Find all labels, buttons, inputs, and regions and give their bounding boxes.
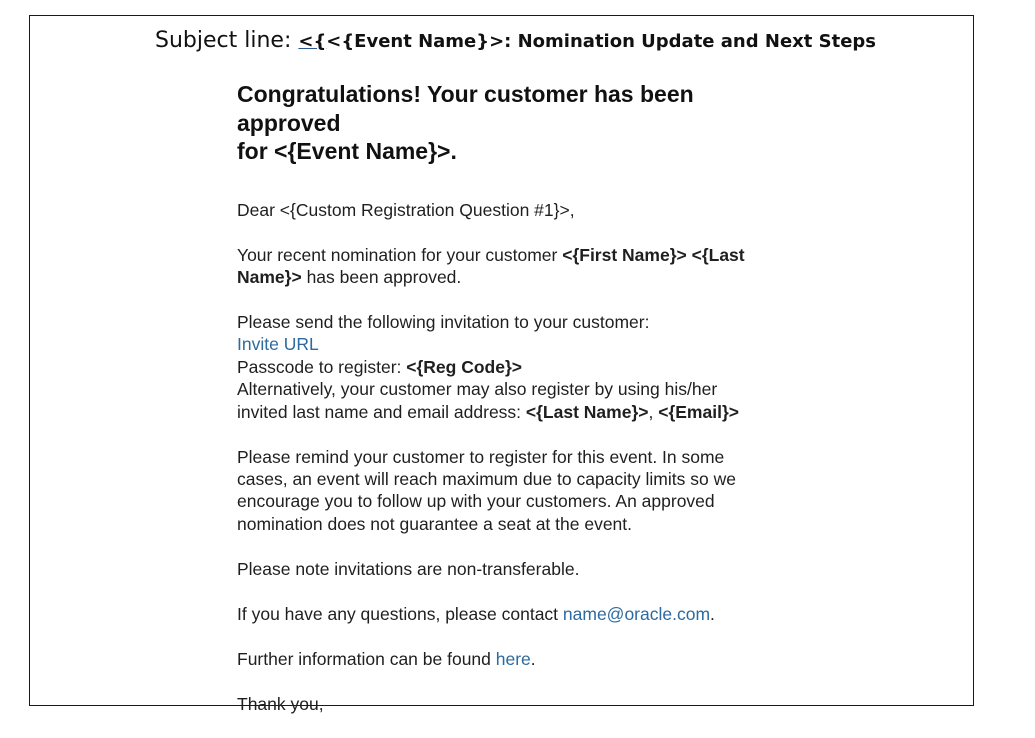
passcode-label: Passcode to register: <box>237 356 407 377</box>
reg-code-placeholder: <{Reg Code}> <box>406 356 522 377</box>
reminder-line: nomination does not guarantee a seat at the event. <box>237 513 633 534</box>
last-name-placeholder: <{Last <box>691 244 745 265</box>
non-transferable-note: Please note invitations are non-transferable. <box>237 558 580 579</box>
contact-paragraph <box>237 603 797 625</box>
heading-line: Congratulations! Your customer has been approved <box>237 81 694 136</box>
alt-separator: , <box>648 401 659 422</box>
subject-underlined-placeholder: <{ <box>298 31 327 52</box>
subject-event-placeholder: <{Event Name}> <box>326 31 505 52</box>
contact-text: If you have any questions, please contact <box>237 603 563 624</box>
contact-end: . <box>710 603 715 624</box>
alternative-text: invited last name and email address: <box>237 401 526 422</box>
first-name-placeholder: <{First Name}> <box>562 244 687 265</box>
closing: Thank you, <box>237 693 324 714</box>
email-body <box>237 80 797 738</box>
subject-line <box>155 28 915 53</box>
alt-email-placeholder: <{Email}> <box>658 401 739 422</box>
alt-last-name-placeholder: <{Last Name}> <box>525 401 649 422</box>
last-name-placeholder-end: Name}> <box>237 266 302 287</box>
alternative-line-2 <box>237 401 797 423</box>
invitation-paragraph <box>237 311 797 423</box>
email-heading <box>237 80 797 166</box>
contact-email-link[interactable]: name@oracle.com <box>562 603 711 624</box>
further-info-paragraph <box>237 648 797 670</box>
nomination-paragraph <box>237 244 797 289</box>
heading-line: for <{Event Name}>. <box>237 138 457 164</box>
nomination-approved-text: has been approved. <box>301 266 462 287</box>
reminder-line: encourage you to follow up with your customers. An approved <box>237 491 715 512</box>
reminder-paragraph <box>237 446 797 536</box>
invite-url-link[interactable]: Invite URL <box>237 334 319 355</box>
subject-label: Subject line: <box>155 28 292 53</box>
invitation-intro: Please send the following invitation to your customer: <box>237 311 650 332</box>
nomination-text: Your recent nomination for your customer <box>237 244 563 265</box>
passcode-line <box>237 356 797 378</box>
further-info-text: Further information can be found <box>237 648 496 669</box>
reminder-line: Please remind your customer to register for this event. In some <box>237 446 725 467</box>
alternative-line: Alternatively, your customer may also register by using his/her <box>237 379 718 400</box>
further-info-link[interactable]: here <box>495 648 531 669</box>
greeting: Dear <{Custom Registration Question #1}>, <box>237 199 575 220</box>
subject-text: : Nomination Update and Next Steps <box>504 31 877 52</box>
reminder-line: cases, an event will reach maximum due to capacity limits so we <box>237 468 736 489</box>
further-info-end: . <box>530 648 536 669</box>
